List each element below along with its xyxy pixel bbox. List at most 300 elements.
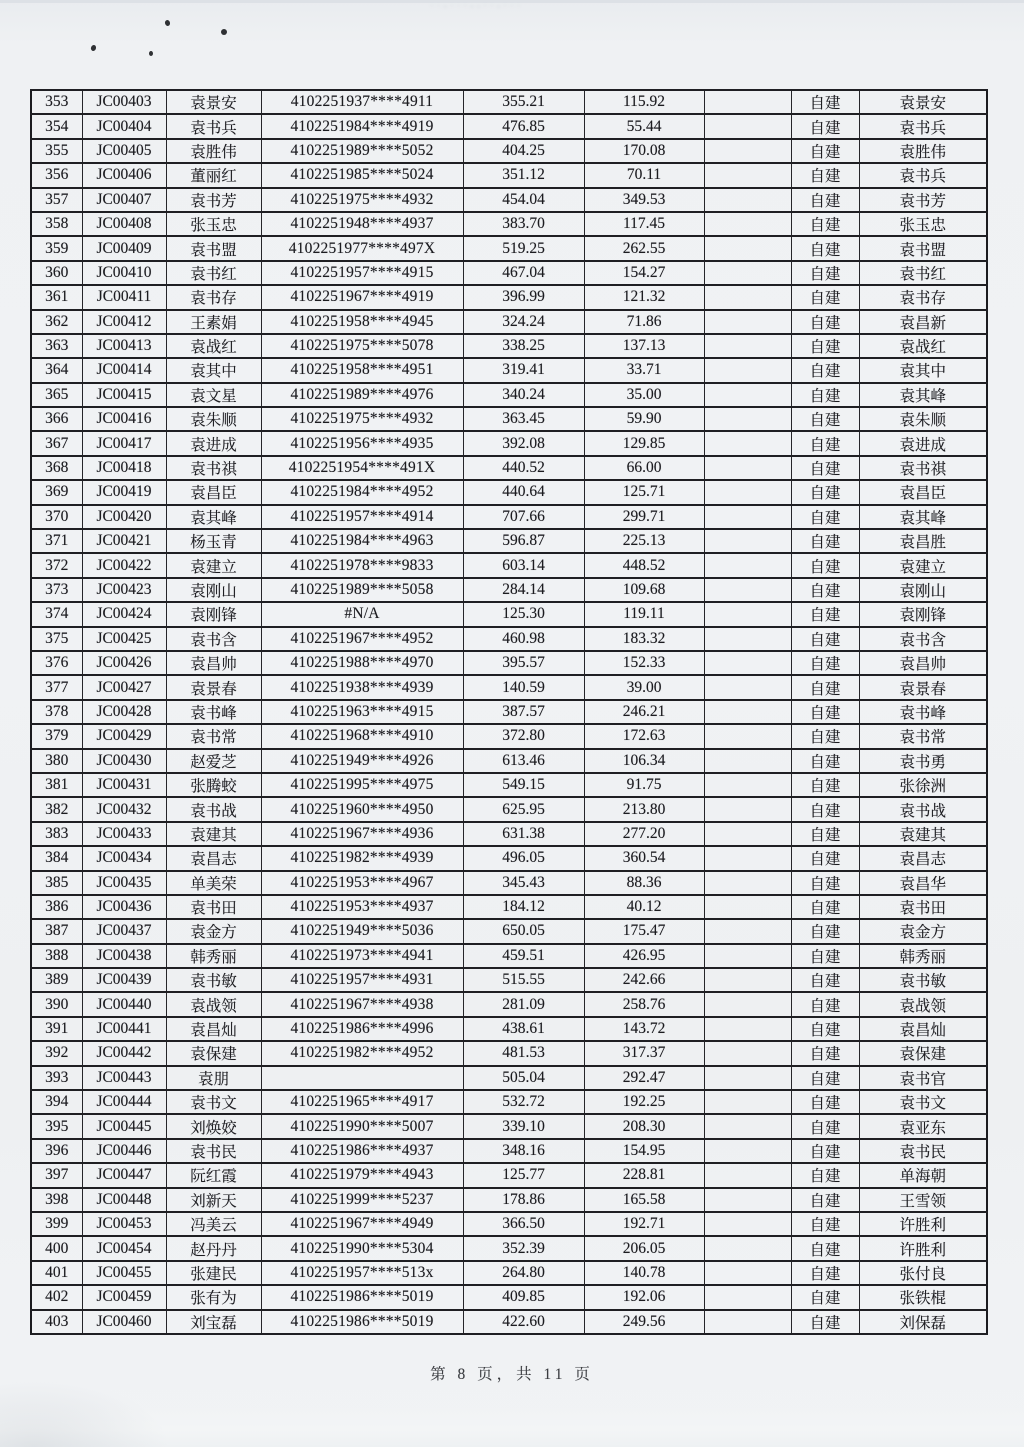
cell-owner-name: 袁书战 [859, 797, 987, 821]
cell-build-type: 自建 [791, 188, 859, 212]
cell-amount2: 35.00 [584, 383, 704, 407]
cell-build-type: 自建 [791, 236, 859, 260]
cell-amount2: 125.71 [584, 480, 704, 504]
cell-code: JC00447 [82, 1163, 166, 1187]
table-row [31, 749, 987, 773]
cell-code: JC00445 [82, 1114, 166, 1138]
table-row [31, 1236, 987, 1260]
cell-id-number: 4102251979****4943 [261, 1163, 463, 1187]
table-row [31, 114, 987, 138]
cell-owner-name: 袁亚东 [859, 1114, 987, 1138]
cell-build-type: 自建 [791, 1041, 859, 1065]
cell-index: 373 [31, 578, 82, 602]
cell-index: 387 [31, 919, 82, 943]
cell-id-number: 4102251967****4949 [261, 1212, 463, 1236]
cell-code: JC00410 [82, 261, 166, 285]
cell-owner-name: 袁书官 [859, 1066, 987, 1090]
cell-index: 357 [31, 188, 82, 212]
table-body [31, 90, 987, 1334]
cell-amount1: 625.95 [463, 797, 584, 821]
cell-blank [704, 285, 791, 309]
cell-amount1: 438.61 [463, 1017, 584, 1041]
cell-blank [704, 700, 791, 724]
table-row [31, 822, 987, 846]
cell-owner-name: 张铁棍 [859, 1285, 987, 1309]
cell-name: 袁文星 [166, 383, 261, 407]
cell-amount2: 66.00 [584, 456, 704, 480]
cell-id-number: 4102251984****4952 [261, 480, 463, 504]
cell-index: 386 [31, 895, 82, 919]
cell-code: JC00411 [82, 285, 166, 309]
cell-build-type: 自建 [791, 1310, 859, 1334]
table-row [31, 919, 987, 943]
cell-id-number: 4102251953****4967 [261, 871, 463, 895]
cell-amount1: 707.66 [463, 505, 584, 529]
cell-amount2: 91.75 [584, 773, 704, 797]
cell-index: 366 [31, 407, 82, 431]
cell-index: 365 [31, 383, 82, 407]
cell-build-type: 自建 [791, 456, 859, 480]
cell-owner-name: 袁昌新 [859, 310, 987, 334]
cell-amount2: 121.32 [584, 285, 704, 309]
table-row [31, 407, 987, 431]
cell-owner-name: 袁保建 [859, 1041, 987, 1065]
cell-id-number: 4102251958****4951 [261, 358, 463, 382]
cell-index: 375 [31, 627, 82, 651]
cell-amount2: 258.76 [584, 992, 704, 1016]
cell-index: 389 [31, 968, 82, 992]
cell-index: 362 [31, 310, 82, 334]
cell-amount2: 70.11 [584, 163, 704, 187]
cell-code: JC00460 [82, 1310, 166, 1334]
cell-amount2: 262.55 [584, 236, 704, 260]
table-row [31, 700, 987, 724]
cell-blank [704, 114, 791, 138]
cell-amount2: 152.33 [584, 651, 704, 675]
cell-id-number: 4102251949****5036 [261, 919, 463, 943]
cell-build-type: 自建 [791, 1261, 859, 1285]
cell-amount1: 387.57 [463, 700, 584, 724]
cell-owner-name: 袁其峰 [859, 383, 987, 407]
table-row [31, 1114, 987, 1138]
cell-build-type: 自建 [791, 651, 859, 675]
cell-name: 袁昌臣 [166, 480, 261, 504]
cell-code: JC00415 [82, 383, 166, 407]
table-row [31, 1139, 987, 1163]
cell-amount1: 440.52 [463, 456, 584, 480]
cell-build-type: 自建 [791, 1188, 859, 1212]
table-row [31, 1041, 987, 1065]
table-row [31, 773, 987, 797]
cell-amount2: 88.36 [584, 871, 704, 895]
cell-id-number: 4102251965****4917 [261, 1090, 463, 1114]
cell-id-number: 4102251975****4932 [261, 188, 463, 212]
cell-name: 冯美云 [166, 1212, 261, 1236]
cell-code: JC00442 [82, 1041, 166, 1065]
cell-amount1: 532.72 [463, 1090, 584, 1114]
table-row [31, 627, 987, 651]
cell-id-number [261, 1066, 463, 1090]
cell-build-type: 自建 [791, 773, 859, 797]
cell-id-number: 4102251938****4939 [261, 675, 463, 699]
cell-id-number: 4102251975****4932 [261, 407, 463, 431]
cell-index: 359 [31, 236, 82, 260]
cell-blank [704, 261, 791, 285]
cell-index: 399 [31, 1212, 82, 1236]
table-row [31, 1066, 987, 1090]
cell-amount2: 33.71 [584, 358, 704, 382]
cell-name: 袁书红 [166, 261, 261, 285]
cell-code: JC00430 [82, 749, 166, 773]
cell-owner-name: 刘保磊 [859, 1310, 987, 1334]
cell-build-type: 自建 [791, 1139, 859, 1163]
cell-id-number: 4102251978****9833 [261, 553, 463, 577]
table-row [31, 236, 987, 260]
cell-amount1: 264.80 [463, 1261, 584, 1285]
cell-amount2: 225.13 [584, 529, 704, 553]
table-row [31, 944, 987, 968]
cell-owner-name: 袁书民 [859, 1139, 987, 1163]
table-row [31, 188, 987, 212]
cell-index: 369 [31, 480, 82, 504]
cell-amount1: 650.05 [463, 919, 584, 943]
table-row [31, 797, 987, 821]
cell-amount2: 71.86 [584, 310, 704, 334]
cell-name: 袁书芳 [166, 188, 261, 212]
table-row [31, 139, 987, 163]
table-row [31, 456, 987, 480]
page-footer: 第 8 页，共 11 页 [430, 1366, 594, 1383]
cell-name: 袁朋 [166, 1066, 261, 1090]
cell-name: 袁昌灿 [166, 1017, 261, 1041]
cell-amount1: 613.46 [463, 749, 584, 773]
cell-id-number: 4102251968****4910 [261, 724, 463, 748]
cell-build-type: 自建 [791, 90, 859, 114]
cell-build-type: 自建 [791, 846, 859, 870]
cell-amount1: 319.41 [463, 358, 584, 382]
cell-amount1: 348.16 [463, 1139, 584, 1163]
cell-code: JC00441 [82, 1017, 166, 1041]
cell-id-number: 4102251999****5237 [261, 1188, 463, 1212]
cell-code: JC00407 [82, 188, 166, 212]
cell-id-number: 4102251957****4931 [261, 968, 463, 992]
cell-code: JC00414 [82, 358, 166, 382]
cell-id-number: 4102251989****4976 [261, 383, 463, 407]
cell-owner-name: 韩秀丽 [859, 944, 987, 968]
cell-owner-name: 单海朝 [859, 1163, 987, 1187]
cell-blank [704, 1212, 791, 1236]
cell-index: 363 [31, 334, 82, 358]
cell-id-number: 4102251975****5078 [261, 334, 463, 358]
cell-owner-name: 袁战领 [859, 992, 987, 1016]
cell-id-number: 4102251986****5019 [261, 1310, 463, 1334]
cell-owner-name: 袁昌臣 [859, 480, 987, 504]
cell-blank [704, 334, 791, 358]
cell-amount1: 467.04 [463, 261, 584, 285]
cell-code: JC00423 [82, 578, 166, 602]
cell-name: 袁刚山 [166, 578, 261, 602]
cell-build-type: 自建 [791, 358, 859, 382]
cell-build-type: 自建 [791, 578, 859, 602]
cell-blank [704, 749, 791, 773]
cell-amount1: 392.08 [463, 431, 584, 455]
cell-code: JC00419 [82, 480, 166, 504]
cell-name: 袁景春 [166, 675, 261, 699]
cell-blank [704, 1310, 791, 1334]
cell-name: 袁其中 [166, 358, 261, 382]
cell-blank [704, 797, 791, 821]
cell-amount1: 515.55 [463, 968, 584, 992]
cell-owner-name: 袁朱顺 [859, 407, 987, 431]
cell-amount2: 292.47 [584, 1066, 704, 1090]
table-row [31, 724, 987, 748]
cell-code: JC00433 [82, 822, 166, 846]
cell-amount2: 172.63 [584, 724, 704, 748]
table-row [31, 846, 987, 870]
table-row [31, 334, 987, 358]
cell-amount1: 351.12 [463, 163, 584, 187]
cell-blank [704, 407, 791, 431]
cell-index: 377 [31, 675, 82, 699]
cell-id-number: 4102251977****497X [261, 236, 463, 260]
table-row [31, 1310, 987, 1334]
cell-name: 袁建立 [166, 553, 261, 577]
cell-owner-name: 袁书勇 [859, 749, 987, 773]
cell-name: 袁金方 [166, 919, 261, 943]
cell-amount1: 440.64 [463, 480, 584, 504]
table-row [31, 480, 987, 504]
cell-index: 400 [31, 1236, 82, 1260]
cell-build-type: 自建 [791, 919, 859, 943]
cell-index: 358 [31, 212, 82, 236]
cell-name: 韩秀丽 [166, 944, 261, 968]
cell-build-type: 自建 [791, 529, 859, 553]
ink-speck [164, 19, 170, 26]
cell-amount2: 183.32 [584, 627, 704, 651]
cell-amount1: 519.25 [463, 236, 584, 260]
cell-name: 杨玉青 [166, 529, 261, 553]
cell-name: 董丽红 [166, 163, 261, 187]
cell-blank [704, 871, 791, 895]
cell-build-type: 自建 [791, 895, 859, 919]
cell-index: 402 [31, 1285, 82, 1309]
cell-code: JC00443 [82, 1066, 166, 1090]
cell-code: JC00404 [82, 114, 166, 138]
cell-id-number: 4102251948****4937 [261, 212, 463, 236]
table-row [31, 1212, 987, 1236]
cell-build-type: 自建 [791, 285, 859, 309]
cell-id-number: 4102251989****5052 [261, 139, 463, 163]
cell-amount2: 448.52 [584, 553, 704, 577]
table-row [31, 261, 987, 285]
cell-id-number: 4102251957****4915 [261, 261, 463, 285]
cell-index: 355 [31, 139, 82, 163]
cell-amount2: 206.05 [584, 1236, 704, 1260]
cell-id-number: 4102251984****4919 [261, 114, 463, 138]
cell-index: 361 [31, 285, 82, 309]
cell-id-number: 4102251989****5058 [261, 578, 463, 602]
cell-blank [704, 1188, 791, 1212]
cell-amount2: 192.71 [584, 1212, 704, 1236]
cell-blank [704, 1236, 791, 1260]
cell-id-number: 4102251957****513x [261, 1261, 463, 1285]
cell-id-number: 4102251985****5024 [261, 163, 463, 187]
cell-blank [704, 578, 791, 602]
cell-index: 353 [31, 90, 82, 114]
cell-code: JC00432 [82, 797, 166, 821]
cell-blank [704, 1090, 791, 1114]
cell-owner-name: 袁书峰 [859, 700, 987, 724]
cell-blank [704, 651, 791, 675]
cell-blank [704, 90, 791, 114]
cell-blank [704, 846, 791, 870]
table-row [31, 1163, 987, 1187]
cell-name: 袁书存 [166, 285, 261, 309]
cell-name: 袁书兵 [166, 114, 261, 138]
cell-build-type: 自建 [791, 968, 859, 992]
cell-build-type: 自建 [791, 871, 859, 895]
cell-code: JC00426 [82, 651, 166, 675]
cell-amount1: 339.10 [463, 1114, 584, 1138]
table-row [31, 992, 987, 1016]
cell-amount1: 404.25 [463, 139, 584, 163]
cell-blank [704, 675, 791, 699]
cell-index: 380 [31, 749, 82, 773]
cell-code: JC00425 [82, 627, 166, 651]
cell-name: 单美荣 [166, 871, 261, 895]
cell-id-number: 4102251954****491X [261, 456, 463, 480]
table-row [31, 651, 987, 675]
cell-owner-name: 袁刚锋 [859, 602, 987, 626]
cell-owner-name: 袁书红 [859, 261, 987, 285]
cell-name: 张玉忠 [166, 212, 261, 236]
cell-name: 袁书敏 [166, 968, 261, 992]
cell-amount2: 242.66 [584, 968, 704, 992]
cell-owner-name: 许胜利 [859, 1236, 987, 1260]
cell-code: JC00454 [82, 1236, 166, 1260]
cell-name: 袁书田 [166, 895, 261, 919]
cell-code: JC00459 [82, 1285, 166, 1309]
cell-index: 378 [31, 700, 82, 724]
cell-amount1: 496.05 [463, 846, 584, 870]
cell-owner-name: 袁昌帅 [859, 651, 987, 675]
cell-blank [704, 1285, 791, 1309]
cell-name: 袁书常 [166, 724, 261, 748]
cell-code: JC00453 [82, 1212, 166, 1236]
cell-code: JC00428 [82, 700, 166, 724]
cell-build-type: 自建 [791, 822, 859, 846]
cell-blank [704, 1066, 791, 1090]
cell-amount2: 129.85 [584, 431, 704, 455]
cell-blank [704, 236, 791, 260]
cell-amount2: 317.37 [584, 1041, 704, 1065]
cell-blank [704, 602, 791, 626]
cell-name: 袁书祺 [166, 456, 261, 480]
cell-name: 袁景安 [166, 90, 261, 114]
cell-build-type: 自建 [791, 505, 859, 529]
cell-amount2: 140.78 [584, 1261, 704, 1285]
cell-amount1: 284.14 [463, 578, 584, 602]
table-row [31, 212, 987, 236]
cell-amount2: 208.30 [584, 1114, 704, 1138]
cell-id-number: 4102251956****4935 [261, 431, 463, 455]
cell-amount2: 277.20 [584, 822, 704, 846]
ink-speck [149, 51, 153, 56]
cell-index: 370 [31, 505, 82, 529]
cell-owner-name: 袁书含 [859, 627, 987, 651]
cell-amount2: 117.45 [584, 212, 704, 236]
cell-index: 360 [31, 261, 82, 285]
cell-index: 390 [31, 992, 82, 1016]
table-row [31, 675, 987, 699]
cell-amount2: 175.47 [584, 919, 704, 943]
cell-index: 382 [31, 797, 82, 821]
cell-index: 388 [31, 944, 82, 968]
cell-code: JC00455 [82, 1261, 166, 1285]
cell-index: 383 [31, 822, 82, 846]
cell-index: 391 [31, 1017, 82, 1041]
cell-build-type: 自建 [791, 1163, 859, 1187]
cell-blank [704, 358, 791, 382]
cell-id-number: 4102251986****4937 [261, 1139, 463, 1163]
cell-code: JC00438 [82, 944, 166, 968]
cell-blank [704, 529, 791, 553]
cell-code: JC00435 [82, 871, 166, 895]
cell-blank [704, 212, 791, 236]
table-row [31, 163, 987, 187]
cell-blank [704, 310, 791, 334]
cell-amount1: 596.87 [463, 529, 584, 553]
cell-amount2: 170.08 [584, 139, 704, 163]
cell-blank [704, 773, 791, 797]
cell-code: JC00436 [82, 895, 166, 919]
cell-amount1: 383.70 [463, 212, 584, 236]
cell-amount1: 345.43 [463, 871, 584, 895]
cell-id-number: 4102251957****4914 [261, 505, 463, 529]
cell-blank [704, 1041, 791, 1065]
cell-blank [704, 163, 791, 187]
cell-owner-name: 袁书盟 [859, 236, 987, 260]
cell-amount2: 246.21 [584, 700, 704, 724]
cell-id-number: 4102251995****4975 [261, 773, 463, 797]
cell-name: 袁书民 [166, 1139, 261, 1163]
cell-amount1: 281.09 [463, 992, 584, 1016]
cell-owner-name: 袁其中 [859, 358, 987, 382]
cell-index: 395 [31, 1114, 82, 1138]
cell-blank [704, 968, 791, 992]
cell-amount2: 106.34 [584, 749, 704, 773]
cell-code: JC00405 [82, 139, 166, 163]
cell-blank [704, 895, 791, 919]
cell-amount2: 39.00 [584, 675, 704, 699]
cell-index: 403 [31, 1310, 82, 1334]
cell-owner-name: 许胜利 [859, 1212, 987, 1236]
cell-blank [704, 480, 791, 504]
cell-index: 401 [31, 1261, 82, 1285]
cell-amount2: 143.72 [584, 1017, 704, 1041]
cell-code: JC00422 [82, 553, 166, 577]
cell-code: JC00444 [82, 1090, 166, 1114]
cell-code: JC00437 [82, 919, 166, 943]
cell-blank [704, 456, 791, 480]
table-row [31, 602, 987, 626]
cell-amount1: 184.12 [463, 895, 584, 919]
cell-blank [704, 919, 791, 943]
table-row [31, 1261, 987, 1285]
table-row [31, 431, 987, 455]
cell-owner-name: 王雪领 [859, 1188, 987, 1212]
table-row [31, 310, 987, 334]
